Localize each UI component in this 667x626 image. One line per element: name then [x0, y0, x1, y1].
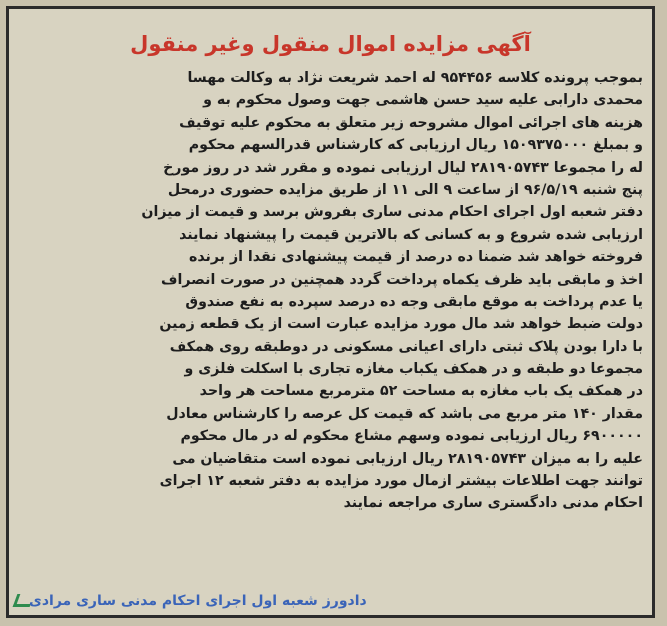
notice-line: با دارا بودن پلاک ثبتی دارای اعیانی مسکونی در دوطبقه روی همکف [169, 338, 643, 355]
notice-line: یا عدم پرداخت به موقع مابقی وجه ده درصد سپرده به نفع صندوق [185, 293, 643, 310]
notice-line: مجموعا دو طبقه و در همکف یکباب مغازه تجاری با اسکلت فلزی و [184, 361, 643, 378]
notice-line: له را مجموعا ۲۸۱۹۰۵۷۴۳ لیال ارزیابی نموده و مقرر شد در روز مورخ [163, 159, 643, 176]
notice-line: توانند جهت اطلاعات بیشتر ازمال مورد مزایده به دفتر شعبه ۱۲ اجرای [159, 473, 643, 490]
notice-line: دفتر شعبه اول اجرای احکام مدنی ساری بفروش برسد و قیمت از میزان [141, 204, 643, 221]
notice-line: احکام مدنی دادگستری ساری مراجعه نمایند [343, 495, 643, 512]
notice-line: بموجب پرونده کلاسه ۹۵۴۴۵۶ له احمد شریعت نژاد به وکالت مهسا [187, 70, 643, 86]
notice-line: علیه را به میزان ۲۸۱۹۰۵۷۴۳ ریال ارزیابی نموده است متقاضیان می [172, 450, 643, 467]
notice-line: محمدی دارابی علیه سید حسن هاشمی جهت وصول محکوم به و [203, 92, 643, 109]
notice-line: هزینه های اجرائی اموال مشروحه زیر متعلق به محکوم علیه توقیف [179, 114, 643, 131]
notice-box [6, 6, 655, 618]
notice-title: آگهی مزایده اموال منقول وغیر منقول [130, 32, 531, 56]
notice-line: دولت ضبط خواهد شد مال مورد مزایده عبارت است از یک قطعه زمین [159, 316, 643, 333]
notice-line: مقدار ۱۴۰ متر مربع می باشد که قیمت کل عرصه را کارشناس معادل [166, 405, 643, 422]
notice-line: در همکف یک باب مغازه به مساحت ۵۲ مترمربع مساحت هر واحد [199, 383, 643, 400]
notice-line: و بمبلغ ۱۵۰۹۳۷۵۰۰۰ ریال ارزیابی که کارشناس قدرالسهم محکوم [188, 137, 643, 154]
signature: دادورز شعبه اول اجرای احکام مدنی ساری مرادی [29, 593, 367, 609]
notice-line: ارزیابی شده شروع و به کسانی که بالاترین قیمت را پیشنهاد نمایند [179, 226, 643, 243]
notice-line: ۶۹۰۰۰۰۰ ریال ارزیابی نموده وسهم مشاع محکوم له در مال محکوم [180, 428, 643, 445]
notice-line: فروخته خواهد شد ضمنا ده درصد از قیمت پیشنهادی نقدا از برنده [188, 249, 643, 266]
notice-body [19, 67, 643, 515]
notice-line: اخذ و مابقی باید ظرف یکماه پرداخت گردد همچنین در صورت انصراف [161, 271, 643, 288]
notice-line: پنج شنبه ۹۶/۵/۱۹ از ساعت ۹ الی ۱۱ از طریق مزایده حضوری درمحل [167, 181, 643, 198]
